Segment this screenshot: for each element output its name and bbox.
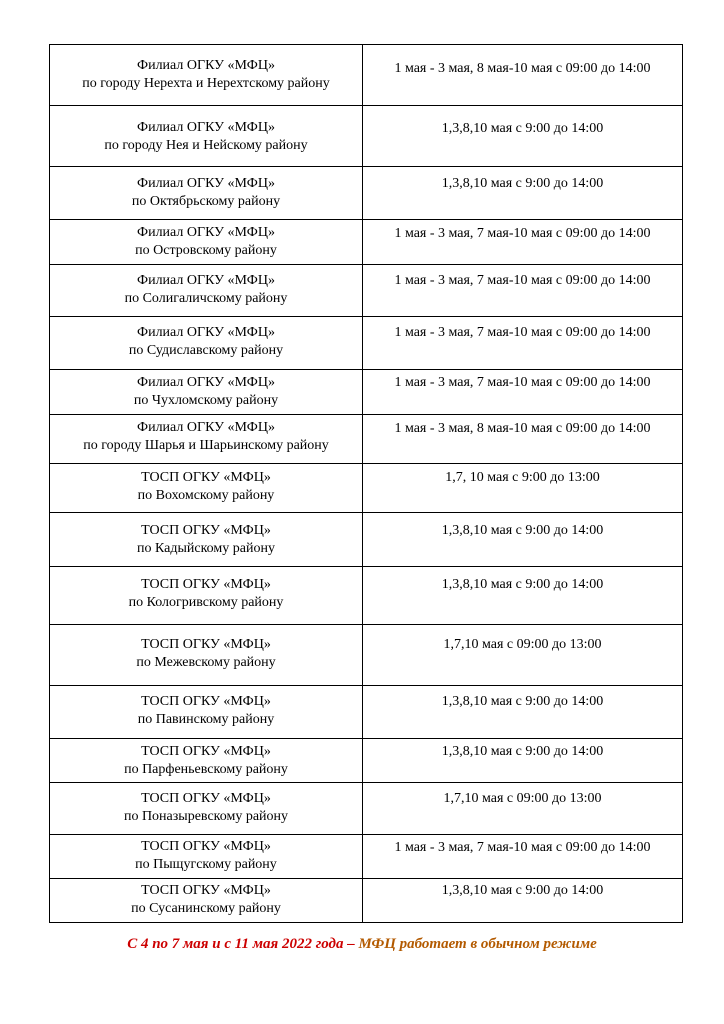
office-name-cell xyxy=(50,167,363,220)
table-row xyxy=(50,783,683,835)
footer-mode: МФЦ работает в обычном режиме xyxy=(358,936,597,952)
office-area: по Островскому району xyxy=(135,243,277,258)
office-type: ТОСП ОГКУ «МФЦ» xyxy=(141,694,271,709)
schedule-text: 1,7,10 мая с 09:00 до 13:00 xyxy=(443,637,602,652)
schedule-cell xyxy=(363,265,683,317)
schedule-text: 1,3,8,10 мая с 9:00 до 14:00 xyxy=(441,176,604,191)
table-row xyxy=(50,879,683,923)
schedule-text: 1,3,8,10 мая с 9:00 до 14:00 xyxy=(441,523,604,538)
office-name-cell xyxy=(50,625,363,686)
schedule-cell xyxy=(363,220,683,265)
table-row xyxy=(50,513,683,567)
schedule-text: 1 мая - 3 мая, 7 мая-10 мая с 09:00 до 14:00 xyxy=(394,325,651,340)
schedule-cell xyxy=(363,370,683,415)
table-row xyxy=(50,567,683,625)
table-row xyxy=(50,265,683,317)
schedule-text: 1 мая - 3 мая, 7 мая-10 мая с 09:00 до 14:00 xyxy=(394,375,651,390)
office-type: Филиал ОГКУ «МФЦ» xyxy=(137,420,275,435)
office-name-cell xyxy=(50,106,363,167)
schedule-text: 1 мая - 3 мая, 8 мая-10 мая с 09:00 до 14:00 xyxy=(394,61,651,76)
office-name-cell xyxy=(50,415,363,464)
office-type: ТОСП ОГКУ «МФЦ» xyxy=(141,470,271,485)
schedule-cell xyxy=(363,835,683,879)
schedule-cell xyxy=(363,45,683,106)
office-type: ТОСП ОГКУ «МФЦ» xyxy=(141,577,271,592)
office-name-cell xyxy=(50,879,363,923)
office-area: по Судиславскому району xyxy=(128,343,284,358)
office-type: ТОСП ОГКУ «МФЦ» xyxy=(141,637,271,652)
office-type: Филиал ОГКУ «МФЦ» xyxy=(137,58,275,73)
table-row xyxy=(50,625,683,686)
office-name-cell xyxy=(50,686,363,739)
footer-dates: С 4 по 7 мая и с 11 мая 2022 года – xyxy=(127,936,359,952)
office-name-cell xyxy=(50,317,363,370)
office-area: по Сусанинскому району xyxy=(131,901,281,916)
schedule-cell xyxy=(363,625,683,686)
office-type: Филиал ОГКУ «МФЦ» xyxy=(137,225,275,240)
office-name-cell xyxy=(50,265,363,317)
office-area: по Вохомскому району xyxy=(137,488,275,503)
schedule-text: 1,3,8,10 мая с 9:00 до 14:00 xyxy=(441,577,604,592)
office-type: ТОСП ОГКУ «МФЦ» xyxy=(141,839,271,854)
office-name-cell xyxy=(50,783,363,835)
schedule-text: 1,3,8,10 мая с 9:00 до 14:00 xyxy=(441,121,604,136)
office-type: ТОСП ОГКУ «МФЦ» xyxy=(141,791,271,806)
office-type: Филиал ОГКУ «МФЦ» xyxy=(137,325,275,340)
schedule-cell xyxy=(363,686,683,739)
schedule-cell xyxy=(363,317,683,370)
office-name-cell xyxy=(50,370,363,415)
schedule-cell xyxy=(363,567,683,625)
office-area: по Поназыревскому району xyxy=(123,809,289,824)
schedule-cell xyxy=(363,464,683,513)
table-row xyxy=(50,835,683,879)
schedule-text: 1,7, 10 мая с 9:00 до 13:00 xyxy=(445,470,600,485)
schedule-cell xyxy=(363,167,683,220)
office-name-cell xyxy=(50,739,363,783)
schedule-text: 1,3,8,10 мая с 9:00 до 14:00 xyxy=(441,744,604,759)
schedule-text: 1,3,8,10 мая с 9:00 до 14:00 xyxy=(441,883,604,898)
office-area: по Парфеньевскому району xyxy=(124,762,288,777)
office-name-cell xyxy=(50,220,363,265)
schedule-cell xyxy=(363,513,683,567)
schedule-cell xyxy=(363,739,683,783)
office-area: по Павинскому району xyxy=(137,712,275,727)
office-area: по Межевскому району xyxy=(136,655,276,670)
office-area: по городу Шарья и Шарьинскому району xyxy=(83,438,329,453)
office-area: по Октябрьскому району xyxy=(131,194,281,209)
office-area: по Солигаличскому району xyxy=(124,291,288,306)
table-row xyxy=(50,739,683,783)
footer-note xyxy=(0,934,724,954)
office-name-cell xyxy=(50,835,363,879)
office-name-cell xyxy=(50,464,363,513)
table-row xyxy=(50,415,683,464)
schedule-cell xyxy=(363,106,683,167)
schedule-text: 1,7,10 мая с 09:00 до 13:00 xyxy=(443,791,602,806)
table-row xyxy=(50,686,683,739)
schedule-text: 1 мая - 3 мая, 7 мая-10 мая с 09:00 до 14:00 xyxy=(394,226,651,241)
office-area: по городу Нея и Нейскому району xyxy=(104,138,308,153)
office-area: по Чухломскому району xyxy=(133,393,279,408)
schedule-cell xyxy=(363,415,683,464)
schedule-text: 1,3,8,10 мая с 9:00 до 14:00 xyxy=(441,694,604,709)
schedule-table xyxy=(49,44,683,923)
office-type: ТОСП ОГКУ «МФЦ» xyxy=(141,883,271,898)
table-row xyxy=(50,464,683,513)
office-type: ТОСП ОГКУ «МФЦ» xyxy=(141,523,271,538)
office-area: по городу Нерехта и Нерехтскому району xyxy=(82,76,330,91)
office-type: ТОСП ОГКУ «МФЦ» xyxy=(141,744,271,759)
schedule-text: 1 мая - 3 мая, 8 мая-10 мая с 09:00 до 14:00 xyxy=(394,421,651,436)
schedule-text: 1 мая - 3 мая, 7 мая-10 мая с 09:00 до 14:00 xyxy=(394,840,651,855)
office-type: Филиал ОГКУ «МФЦ» xyxy=(137,375,275,390)
schedule-cell xyxy=(363,783,683,835)
office-type: Филиал ОГКУ «МФЦ» xyxy=(137,120,275,135)
schedule-table-body xyxy=(50,45,683,923)
table-row xyxy=(50,167,683,220)
table-row xyxy=(50,317,683,370)
office-area: по Кадыйскому району xyxy=(137,541,275,556)
office-name-cell xyxy=(50,45,363,106)
office-area: по Пыщугскому району xyxy=(135,857,277,872)
schedule-cell xyxy=(363,879,683,923)
office-name-cell xyxy=(50,513,363,567)
table-row xyxy=(50,45,683,106)
schedule-text: 1 мая - 3 мая, 7 мая-10 мая с 09:00 до 14:00 xyxy=(394,273,651,288)
table-row xyxy=(50,220,683,265)
office-type: Филиал ОГКУ «МФЦ» xyxy=(137,273,275,288)
office-area: по Кологривскому району xyxy=(128,595,284,610)
office-type: Филиал ОГКУ «МФЦ» xyxy=(137,176,275,191)
table-row xyxy=(50,370,683,415)
table-row xyxy=(50,106,683,167)
office-name-cell xyxy=(50,567,363,625)
